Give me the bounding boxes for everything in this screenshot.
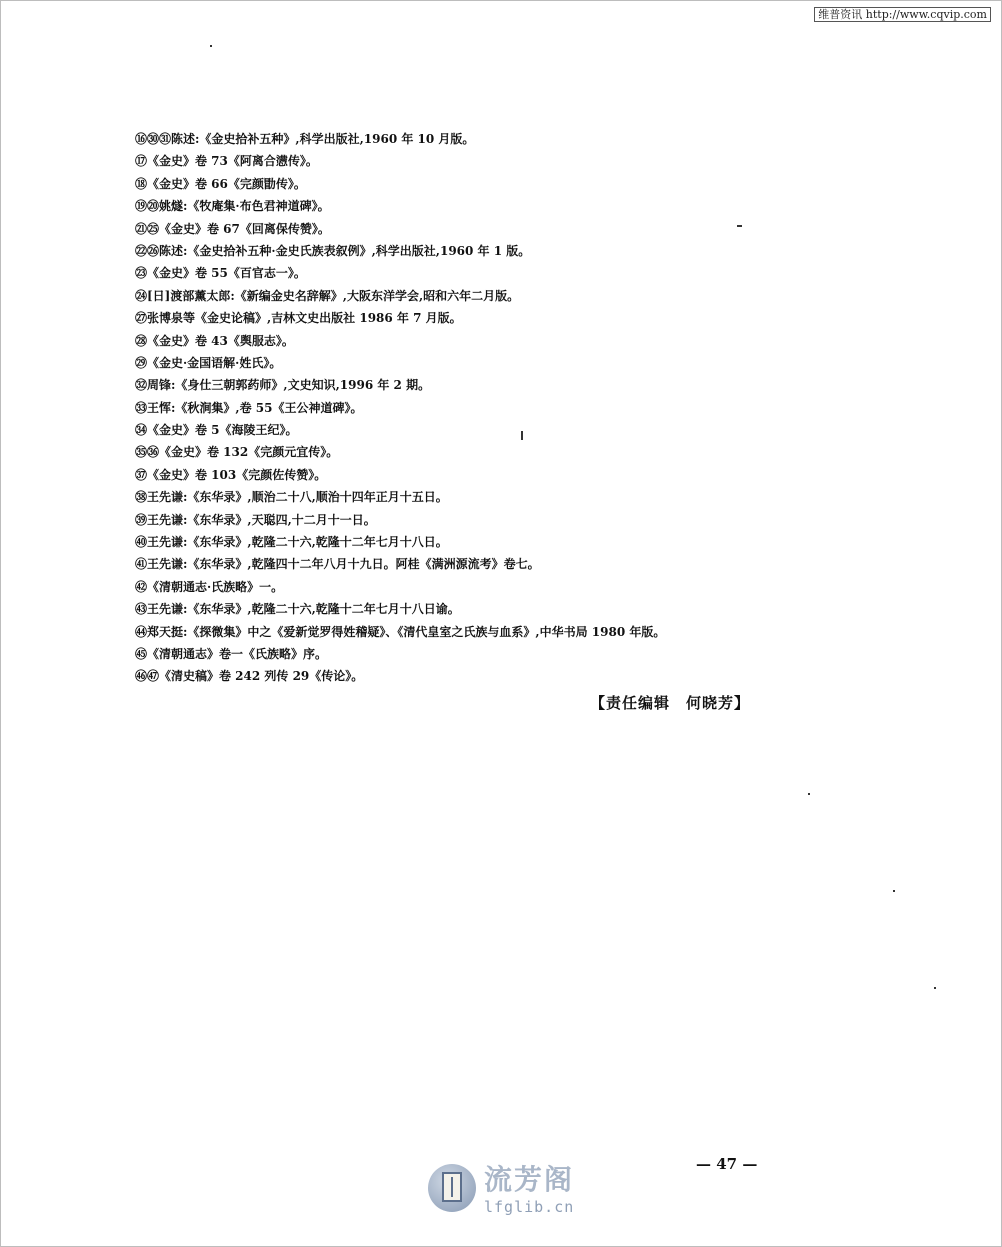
page-number: — 47 —	[696, 1155, 758, 1173]
footnote: ㊳王先谦:《东华录》,顺治二十八,顺治十四年正月十五日。	[135, 490, 448, 505]
logo-name: 流芳阁	[484, 1163, 575, 1196]
footnote: ㉟㊱《金史》卷 132《完颜元宜传》。	[135, 445, 339, 460]
footnote: ㉔[日]渡部薰太郎:《新编金史名辞解》,大阪东洋学会,昭和六年二月版。	[135, 288, 520, 303]
scan-speck	[808, 793, 810, 795]
footnote: ㊶王先谦:《东华录》,乾隆四十二年八月十九日。阿桂《满洲源流考》卷七。	[135, 557, 540, 572]
footnote: ㉗张博泉等《金史论稿》,吉林文史出版社 1986 年 7 月版。	[135, 311, 462, 326]
scan-speck	[210, 45, 212, 47]
footnote: ㊺《清朝通志》卷一《氏族略》序。	[135, 646, 328, 661]
footnote: ⑱《金史》卷 66《完颜勖传》。	[135, 176, 306, 191]
scan-speck	[737, 225, 742, 227]
responsible-editor: 【责任编辑 何晓芳】	[590, 694, 751, 712]
scan-speck	[521, 431, 523, 440]
book-shape	[442, 1172, 462, 1202]
footnote: ㊴王先谦:《东华录》,天聪四,十二月十一日。	[135, 512, 376, 527]
watermark: 维普资讯 http://www.cqvip.com	[814, 7, 991, 22]
footnote: ㊵王先谦:《东华录》,乾隆二十六,乾隆十二年七月十八日。	[135, 535, 448, 550]
footnote: ㉘《金史》卷 43《舆服志》。	[135, 333, 294, 348]
scan-speck	[893, 890, 895, 892]
footnote: ㊻㊼《清史稿》卷 242 列传 29《传论》。	[135, 669, 364, 684]
footnote: ㉝王恽:《秋涧集》,卷 55《王公神道碑》。	[135, 400, 363, 415]
footnote: ㉜周锋:《身仕三朝郭药师》,文史知识,1996 年 2 期。	[135, 378, 431, 393]
footnote: ㉒㉖陈述:《金史拾补五种·金史氏族表叙例》,科学出版社,1960 年 1 版。	[135, 243, 531, 258]
footnote: ㊸王先谦:《东华录》,乾隆二十六,乾隆十二年七月十八日谕。	[135, 602, 460, 617]
footnote: ⑲⑳姚燧:《牧庵集·布色君神道碑》。	[135, 199, 330, 214]
footnote: ㉙《金史·金国语解·姓氏》。	[135, 355, 282, 370]
book-icon	[428, 1164, 476, 1212]
site-logo[interactable]	[428, 1164, 588, 1220]
footnote: ⑰《金史》卷 73《阿离合懑传》。	[135, 154, 318, 169]
footnote: ⑯㉚㉛陈述:《金史拾补五种》,科学出版社,1960 年 10 月版。	[135, 132, 475, 146]
footnote: ㊷《清朝通志·氏族略》一。	[135, 579, 284, 594]
footnote: ㊲《金史》卷 103《完颜佐传赞》。	[135, 467, 327, 482]
footnote: ㉑㉕《金史》卷 67《回离保传赞》。	[135, 221, 330, 236]
footnote: ㊹郑天挺:《探微集》中之《爱新觉罗得姓稽疑》、《清代皇室之氏族与血系》,中华书局 1980 年版。	[135, 624, 666, 639]
footnote: ㉞《金史》卷 5《海陵王纪》。	[135, 423, 298, 438]
scan-speck	[934, 987, 936, 989]
footnote: ㉓《金史》卷 55《百官志一》。	[135, 266, 306, 281]
footnote-list	[135, 128, 795, 688]
logo-url: lfglib.cn	[484, 1198, 575, 1216]
